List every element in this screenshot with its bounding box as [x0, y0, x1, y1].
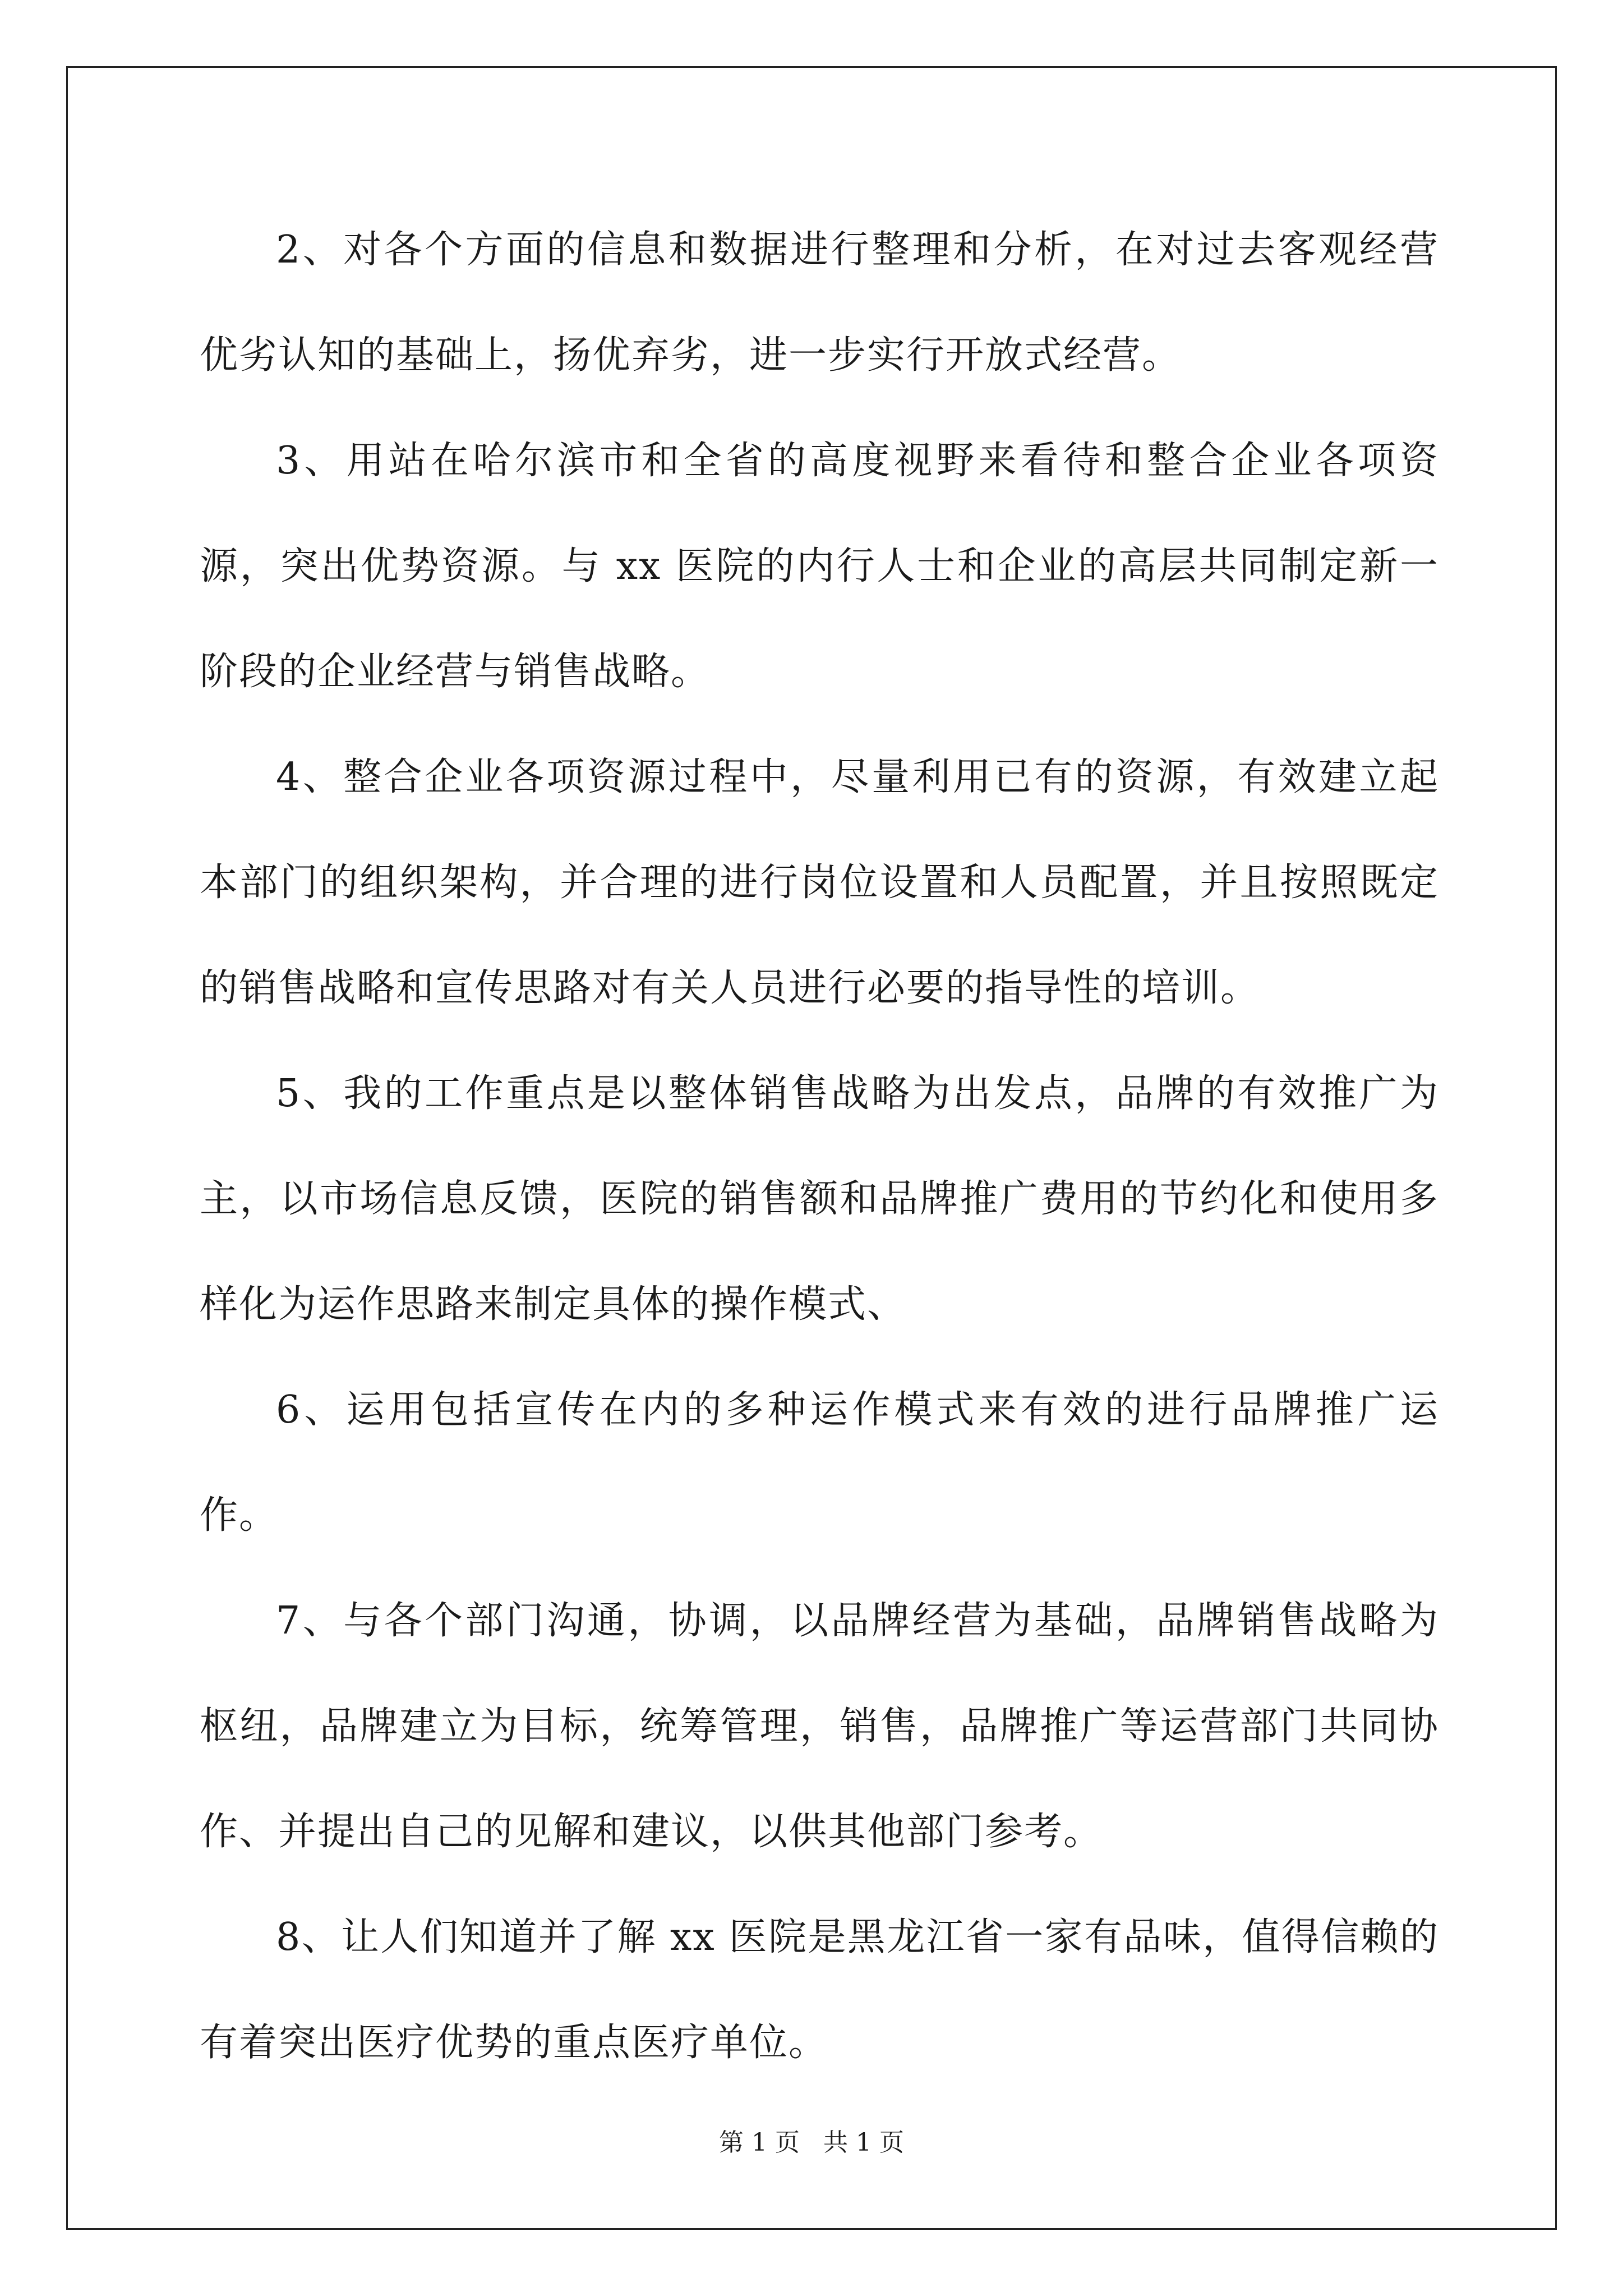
- paragraph-5: 5、我的工作重点是以整体销售战略为出发点，品牌的有效推广为主，以市场信息反馈，医院的销售额和品牌推广费用的节约化和使用多样化为运作思路来制定具体的操作模式、: [200, 1071, 1439, 1327]
- paragraph-4: 4、整合企业各项资源过程中，尽量利用已有的资源，有效建立起本部门的组织架构，并合理的进行岗位设置和人员配置，并且按照既定的销售战略和宣传思路对有关人员进行必要的指导性的培训。: [200, 755, 1439, 1010]
- paragraph-8: 8、让人们知道并了解 xx 医院是黑龙江省一家有品味，值得信赖的有着突出医疗优势的重点医疗单位。: [200, 1915, 1439, 2065]
- paragraph-2: 2、对各个方面的信息和数据进行整理和分析，在对过去客观经营优劣认知的基础上，扬优弃劣，进一步实行开放式经营。: [200, 228, 1439, 378]
- paragraph-7: 7、与各个部门沟通，协调，以品牌经营为基础，品牌销售战略为枢纽，品牌建立为目标，统筹管理，销售，品牌推广等运营部门共同协作、并提出自己的见解和建议，以供其他部门参考。: [200, 1599, 1439, 1854]
- page-total: 共 1 页: [823, 2128, 904, 2157]
- paragraph-6: 6、运用包括宣传在内的多种运作模式来有效的进行品牌推广运作。: [200, 1388, 1439, 1538]
- page-footer: [0, 2126, 1623, 2160]
- paragraph-3: 3、用站在哈尔滨市和全省的高度视野来看待和整合企业各项资源，突出优势资源。与 xx 医院的内行人士和企业的高层共同制定新一阶段的企业经营与销售战略。: [200, 439, 1439, 694]
- page-number: 第 1 页: [719, 2128, 800, 2157]
- document-body: [200, 197, 1439, 2096]
